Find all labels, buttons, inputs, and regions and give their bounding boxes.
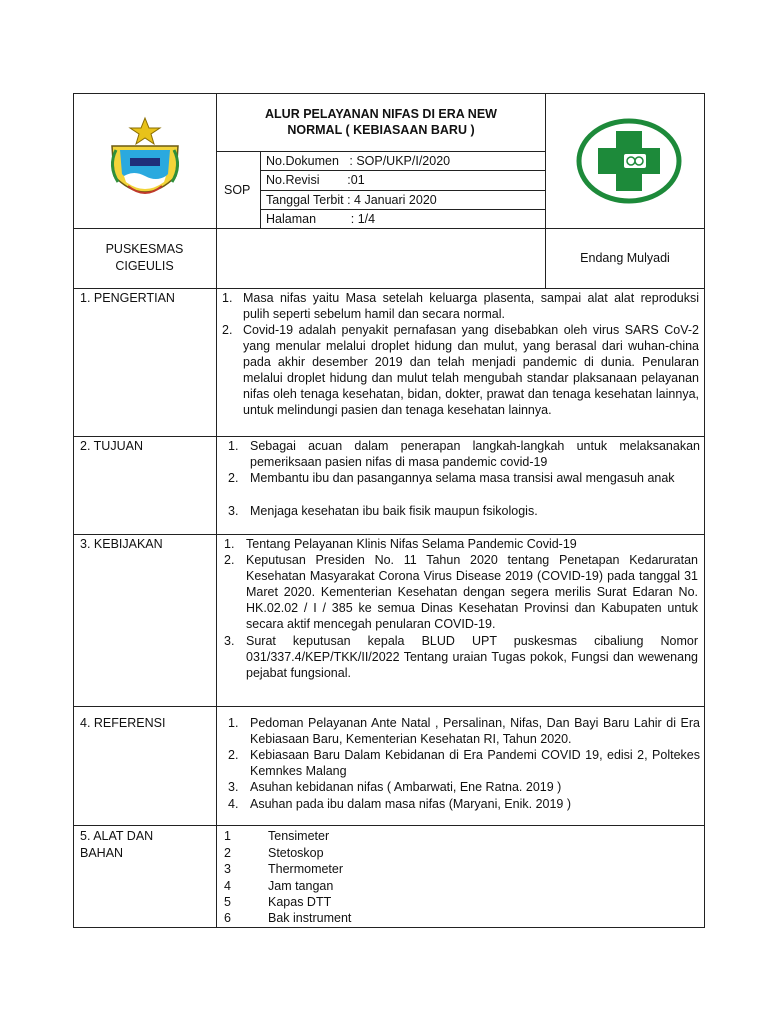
signatory-name: Endang Mulyadi [580,251,670,265]
list-marker: 1. [228,716,239,730]
list-marker: 2. [224,553,235,567]
alat-number: 3 [224,862,231,876]
sop-row-line-3 [260,209,546,210]
list-marker: 2. [222,323,233,337]
org-name-line-1: PUSKESMAS [105,242,184,256]
org-row-bottom-line [73,288,705,289]
health-cross-logo [576,118,682,204]
regency-emblem-logo [104,116,186,206]
section-label-alat-line-2: BAHAN [80,846,124,860]
row-line-referensi [73,706,705,707]
pengertian-item-1: Masa nifas yaitu Masa setelah keluarga plasenta, sampai alat alat reproduksi pulih seperti sebelum hamil dan secara normal. [243,291,699,321]
referensi-item-2: Kebiasaan Baru Dalam Kebidanan di Era Pandemi COVID 19, edisi 2, Poltekes Kemnkes Malang [250,748,700,778]
list-marker: 3. [228,780,239,794]
list-marker: 4. [228,797,239,811]
referensi-item-1: Pedoman Pelayanan Ante Natal , Persalinan, Nifas, Dan Bayi Baru Lahir di Era Kebiasaan Baru, Kementerian Kesehatan RI, Tahun 2020. [250,716,700,746]
kebijakan-item-2: Keputusan Presiden No. 11 Tahun 2020 tentang Penetapan Kedaruratan Kesehatan Masyarakat Corona Virus Disease 2019 (COVID-19) pada tanggal 31 Maret 2020. Kementerian Kesehatan dengan segera merilis Surat Edaran No. HK.02.02 / I / 385 ke semua Dinas Kesehatan Provinsi dan Kabupaten untuk secara aktif mencegah penularan COVID-19. [246,553,698,631]
title-bottom-line [216,151,546,152]
section-label-pengertian: 1. PENGERTIAN [80,291,175,305]
alat-number: 5 [224,895,231,909]
kebijakan-item-1: Tentang Pelayanan Klinis Nifas Selama Pandemic Covid-19 [246,537,577,551]
alat-item: Kapas DTT [268,895,332,909]
org-name-line-2: CIGEULIS [115,259,174,273]
tujuan-item-2: Membantu ibu dan pasangannya selama masa transisi awal mengasuh anak [250,471,675,485]
sop-row-line-1 [260,170,546,171]
revision-number: No.Revisi :01 [266,173,365,187]
tujuan-item-3: Menjaga kesehatan ibu baik fisik maupun fsikologis. [250,504,538,518]
document-title-line-2: NORMAL ( KEBIASAAN BARU ) [287,123,475,137]
table-border-left [73,93,74,928]
pengertian-item-2: Covid-19 adalah penyakit pernafasan yang disebabkan oleh virus SARS CoV-2 yang menular melalui droplet hidung dan mulut, yang berasal dari wuhan-china pada akhir desember 2019 dan telah menjadi pandemic di dunia. Penularan melalui droplet hidung dan mulut telah mengubah standar plaksanaan pelayanan nifas oleh tenaga kesehatan, bidan, dokter, prawat dan tenaga kesehatan lainnya, untuk melindungi pasien dan tenaga kesehatan lainnya. [243,323,699,417]
issue-date: Tanggal Terbit : 4 Januari 2020 [266,193,437,207]
referensi-item-4: Asuhan pada ibu dalam masa nifas (Maryani, Enik. 2019 ) [250,797,572,811]
kebijakan-item-3: Surat keputusan kepala BLUD UPT puskesmas cibaliung Nomor 031/337.4/KEP/TKK/II/2022 Tentang uraian Tugas pokok, Fungsi dan wewenang pejabat fungsional. [246,634,698,680]
header-bottom-line [73,228,705,229]
list-marker: 1. [222,291,233,305]
page-number: Halaman : 1/4 [266,212,376,226]
row-line-alat [73,825,705,826]
alat-item: Stetoskop [268,846,324,860]
document-title-line-1: ALUR PELAYANAN NIFAS DI ERA NEW [265,107,497,121]
list-marker: 2. [228,748,239,762]
list-marker: 2. [228,471,239,485]
table-border-top [73,93,705,94]
alat-number: 1 [224,829,231,843]
list-marker: 3. [224,634,235,648]
alat-item: Jam tangan [268,879,334,893]
section-label-alat-line-1: 5. ALAT DAN [80,829,154,843]
alat-item: Tensimeter [268,829,330,843]
sop-row-line-2 [260,190,546,191]
alat-number: 6 [224,911,231,925]
alat-number: 2 [224,846,231,860]
list-marker: 1. [224,537,235,551]
list-marker: 3. [228,504,239,518]
section-label-tujuan: 2. TUJUAN [80,439,143,453]
alat-item: Thermometer [268,862,344,876]
referensi-item-3: Asuhan kebidanan nifas ( Ambarwati, Ene Ratna. 2019 ) [250,780,562,794]
sop-label: SOP [224,183,251,197]
section-label-referensi: 4. REFERENSI [80,716,166,730]
section-label-kebijakan: 3. KEBIJAKAN [80,537,163,551]
table-border-bottom [73,927,705,928]
row-line-kebijakan [73,534,705,535]
table-border-right [704,93,705,928]
tujuan-item-1: Sebagai acuan dalam penerapan langkah-langkah untuk melaksanakan pemeriksaan pasien nifas di masa pandemic covid-19 [250,439,700,469]
document-number: No.Dokumen : SOP/UKP/I/2020 [266,154,451,168]
list-marker: 1. [228,439,239,453]
row-line-tujuan [73,436,705,437]
alat-number: 4 [224,879,231,893]
col-divider-1 [216,93,217,928]
alat-item: Bak instrument [268,911,352,925]
